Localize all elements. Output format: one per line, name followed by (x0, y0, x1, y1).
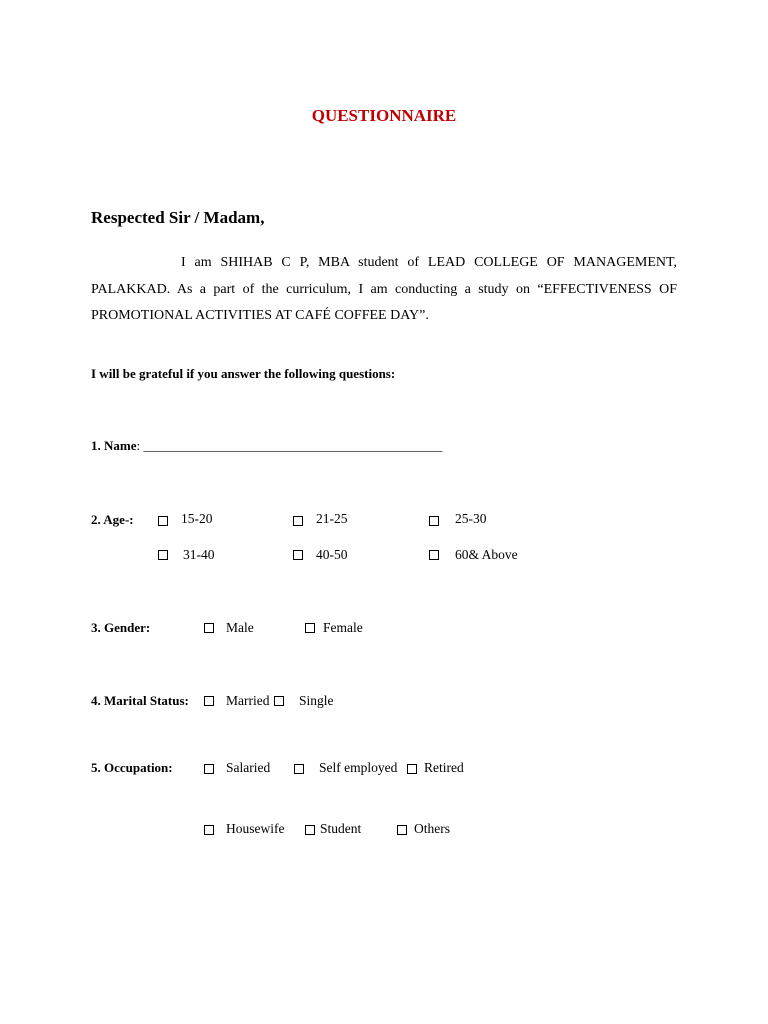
intro-paragraph (91, 250, 677, 330)
age-40-50-label: 40-50 (316, 547, 348, 562)
marital-married-checkbox[interactable] (204, 696, 214, 706)
gender-label: 3. Gender: (91, 620, 151, 635)
age-60-above-checkbox[interactable] (429, 550, 439, 560)
gender-male-label: Male (226, 620, 254, 635)
age-25-30-label: 25-30 (455, 511, 487, 526)
occupation-self-employed-label: Self employed (319, 760, 398, 775)
name-colon: : (136, 438, 141, 453)
age-25-30-checkbox[interactable] (429, 516, 439, 526)
intro-line-1: I am SHIHAB C P, MBA student of LEAD COLLEGE OF MANAGEMENT, (181, 255, 677, 270)
age-21-25-label: 21-25 (316, 511, 348, 526)
occupation-housewife-label: Housewife (226, 821, 285, 836)
name-label: 1. Name (91, 438, 137, 453)
marital-single-label: Single (299, 693, 334, 708)
occupation-student-checkbox[interactable] (305, 825, 315, 835)
occupation-retired-checkbox[interactable] (407, 764, 417, 774)
intro-line-3: PROMOTIONAL ACTIVITIES AT CAFÉ COFFEE DAY”. (91, 308, 429, 323)
instruction-text: I will be grateful if you answer the following questions: (91, 366, 396, 381)
marital-single-checkbox[interactable] (274, 696, 284, 706)
intro-line-2: PALAKKAD. As a part of the curriculum, I am conducting a study on “EFFECTIVENESS OF (91, 281, 677, 297)
age-label: 2. Age-: (91, 512, 134, 527)
occupation-retired-label: Retired (424, 760, 464, 775)
age-40-50-checkbox[interactable] (293, 550, 303, 560)
occupation-self-employed-checkbox[interactable] (294, 764, 304, 774)
occupation-others-label: Others (414, 821, 450, 836)
marital-status-label: 4. Marital Status: (91, 693, 189, 708)
marital-married-label: Married (226, 693, 270, 708)
gender-female-checkbox[interactable] (305, 623, 315, 633)
page-title: QUESTIONNAIRE (311, 106, 457, 125)
name-input-line[interactable]: ______________________________________________ (143, 438, 443, 453)
occupation-salaried-label: Salaried (226, 760, 271, 775)
gender-male-checkbox[interactable] (204, 623, 214, 633)
occupation-housewife-checkbox[interactable] (204, 825, 214, 835)
occupation-label: 5. Occupation: (91, 760, 173, 775)
age-15-20-checkbox[interactable] (158, 516, 168, 526)
age-15-20-label: 15-20 (181, 511, 213, 526)
salutation: Respected Sir / Madam, (91, 208, 265, 227)
age-21-25-checkbox[interactable] (293, 516, 303, 526)
age-60-above-label: 60& Above (455, 547, 518, 562)
occupation-salaried-checkbox[interactable] (204, 764, 214, 774)
occupation-others-checkbox[interactable] (397, 825, 407, 835)
age-31-40-label: 31-40 (183, 547, 215, 562)
age-31-40-checkbox[interactable] (158, 550, 168, 560)
name-question (91, 438, 442, 454)
gender-female-label: Female (323, 620, 363, 635)
occupation-student-label: Student (320, 821, 362, 836)
